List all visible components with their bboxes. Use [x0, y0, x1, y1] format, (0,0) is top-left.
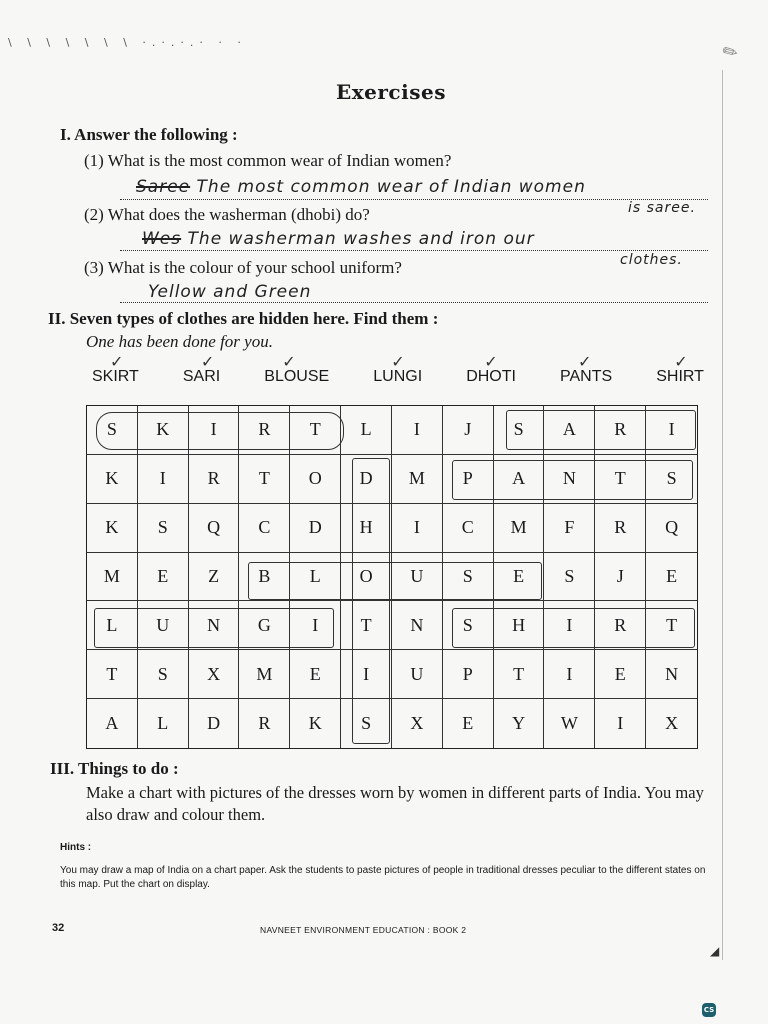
check-icon: ✓: [484, 354, 498, 371]
word-lungi: ✓ LUNGI: [373, 354, 423, 385]
grid-cell: K: [138, 406, 189, 455]
grid-cell: W: [544, 699, 595, 748]
check-icon: ✓: [282, 354, 296, 371]
grid-cell: I: [595, 699, 646, 748]
answer-2-struck: Wes: [142, 229, 182, 249]
word-blouse: ✓ BLOUSE: [264, 354, 330, 385]
grid-cell: Z: [189, 553, 240, 602]
grid-cell: T: [646, 601, 697, 650]
grid-cell: X: [665, 713, 679, 734]
grid-cell: R: [189, 455, 240, 504]
grid-cell: S: [341, 699, 392, 748]
question-2-number: (2): [84, 205, 104, 224]
page-number: 32: [52, 922, 65, 934]
answer-1-line: [120, 199, 708, 200]
grid-cell: D: [189, 699, 240, 748]
word-shirt: ✓ SHIRT: [656, 354, 704, 385]
question-2: [84, 205, 370, 225]
question-1: [84, 151, 451, 171]
grid-cell: R: [239, 406, 290, 455]
grid-cell: K: [290, 699, 341, 748]
grid-cell: I: [646, 406, 697, 455]
grid-cell: C: [239, 504, 290, 553]
grid-cell: E: [138, 553, 189, 602]
hints-heading: Hints :: [60, 842, 92, 853]
grid-cell: I: [392, 504, 443, 553]
check-icon: ✓: [674, 354, 688, 371]
answer-2-text: The washerman washes and iron our: [187, 229, 535, 249]
grid-cell: E: [290, 650, 341, 699]
section3-heading: III. Things to do :: [50, 759, 179, 778]
grid-cell: M: [87, 553, 138, 602]
grid-cell: K: [87, 504, 138, 553]
page-title: Exercises: [336, 80, 446, 104]
grid-cell: L: [341, 406, 392, 455]
check-icon: ✓: [391, 354, 405, 371]
grid-cell: I: [544, 601, 595, 650]
grid-cell: S: [138, 650, 189, 699]
grid-cell: Y: [494, 699, 545, 748]
grid-cell: M: [239, 650, 290, 699]
grid-cell: I: [392, 406, 443, 455]
check-icon: ✓: [578, 354, 592, 371]
grid-cell: U: [392, 650, 443, 699]
grid-cell: C: [443, 504, 494, 553]
grid-cell: E: [646, 553, 697, 602]
grid-cell: S: [443, 601, 494, 650]
grid-cell: F: [544, 504, 595, 553]
grid-cell: M: [392, 455, 443, 504]
question-1-text: What is the most common wear of Indian women?: [107, 151, 452, 170]
grid-cell: J: [595, 553, 646, 602]
grid-cell: K: [87, 455, 138, 504]
answer-2-line: [120, 250, 708, 251]
grid-cell: S: [87, 406, 138, 455]
section2-subtext: One has been done for you.: [86, 332, 273, 351]
grid-cell: O: [290, 455, 341, 504]
page-corner-mark: ✎: [718, 39, 743, 66]
question-3-number: (3): [84, 258, 104, 277]
grid-cell: S: [138, 504, 189, 553]
word-sari: ✓ SARI: [182, 354, 221, 385]
found-word-shirt: [452, 608, 695, 648]
grid-cell: N: [544, 455, 595, 504]
grid-cell: U: [392, 553, 443, 602]
found-word-skirt: [96, 412, 344, 450]
grid-cell: P: [443, 650, 494, 699]
camscanner-badge: CS: [702, 1003, 716, 1017]
grid-cell: N: [189, 601, 240, 650]
grid-cell: M: [494, 504, 545, 553]
grid-cell: N: [392, 601, 443, 650]
found-word-dhoti: [352, 458, 390, 744]
grid-cell: I: [544, 650, 595, 699]
word-pants: ✓ PANTS: [560, 354, 613, 385]
grid-cell: I: [341, 650, 392, 699]
section1-heading: I. Answer the following :: [60, 125, 238, 144]
grid-cell: I: [290, 601, 341, 650]
grid-cell: S: [494, 406, 545, 455]
grid-cell: R: [595, 406, 646, 455]
grid-cell: S: [443, 553, 494, 602]
check-icon: ✓: [110, 354, 124, 371]
grid-cell: N: [646, 650, 697, 699]
answer-1-text: The most common wear of Indian women: [196, 177, 586, 197]
grid-cell: A: [544, 406, 595, 455]
page-turn-mark-icon: ◢: [710, 944, 720, 958]
grid-cell: I: [189, 406, 240, 455]
grid-cell: X: [392, 699, 443, 748]
answer-1-continued: is saree.: [628, 200, 696, 216]
grid-cell: D: [341, 455, 392, 504]
answer-1-struck: Saree: [136, 177, 191, 197]
word-skirt: ✓ SKIRT: [92, 354, 139, 385]
section2-heading: II. Seven types of clothes are hidden here. Find them :: [48, 309, 439, 328]
grid-cell: L: [87, 601, 138, 650]
answer-3-text: Yellow and Green: [148, 282, 312, 302]
grid-cell: E: [494, 553, 545, 602]
book-title: NAVNEET ENVIRONMENT EDUCATION : BOOK 2: [260, 925, 467, 935]
grid-cell: T: [87, 650, 138, 699]
grid-cell: R: [239, 699, 290, 748]
grid-cell: T: [341, 601, 392, 650]
grid-cell: X: [189, 650, 240, 699]
check-icon: ✓: [200, 354, 215, 371]
grid-cell: J: [443, 406, 494, 455]
found-word-pants: [452, 460, 693, 500]
hints-text: You may draw a map of India on a chart paper. Ask the students to paste pictures of people in traditional dresses peculiar to the different states on this map. Put the chart on display.: [60, 865, 706, 890]
grid-cell: H: [494, 601, 545, 650]
word-list: [92, 354, 704, 386]
grid-cell: U: [138, 601, 189, 650]
question-2-text: What does the washerman (dhobi) do?: [107, 205, 370, 224]
grid-cell: H: [341, 504, 392, 553]
answer-2: [142, 229, 535, 249]
found-word-sari: [506, 410, 696, 450]
found-word-blouse: [248, 562, 542, 600]
grid-cell: L: [138, 699, 189, 748]
grid-cell: O: [341, 553, 392, 602]
grid-cell: D: [290, 504, 341, 553]
grid-cell: P: [443, 455, 494, 504]
answer-2-continued: clothes.: [620, 252, 683, 268]
grid-cell: E: [595, 650, 646, 699]
grid-cell: A: [494, 455, 545, 504]
question-3: [84, 258, 402, 278]
section3-text: Make a chart with pictures of the dresses worn by women in different parts of India. You may also draw and colour them.: [86, 783, 704, 824]
question-3-text: What is the colour of your school uniform?: [107, 258, 402, 277]
grid-cell: T: [494, 650, 545, 699]
scan-marks: \ \ \ \ \ \ \ ·.·.·.· · ·: [8, 36, 247, 49]
grid-cell: Q: [189, 504, 240, 553]
grid-cell: T: [290, 406, 341, 455]
grid-cell: I: [138, 455, 189, 504]
grid-cell: S: [544, 553, 595, 602]
grid-cell: B: [239, 553, 290, 602]
grid-cell: S: [646, 455, 697, 504]
grid-cell: T: [595, 455, 646, 504]
answer-1: [136, 177, 586, 197]
found-word-lungi: [94, 608, 334, 648]
grid-cell: L: [290, 553, 341, 602]
word-dhoti: ✓ DHOTI: [466, 354, 516, 385]
page-edge-line: [722, 70, 723, 960]
grid-cell: G: [239, 601, 290, 650]
grid-cell: A: [87, 699, 138, 748]
grid-cell: Q: [646, 504, 697, 553]
grid-cell: T: [239, 455, 290, 504]
answer-3-line: [120, 302, 708, 303]
grid-cell: R: [595, 601, 646, 650]
grid-cell: R: [595, 504, 646, 553]
question-1-number: (1): [84, 151, 104, 170]
grid-cell: E: [443, 699, 494, 748]
